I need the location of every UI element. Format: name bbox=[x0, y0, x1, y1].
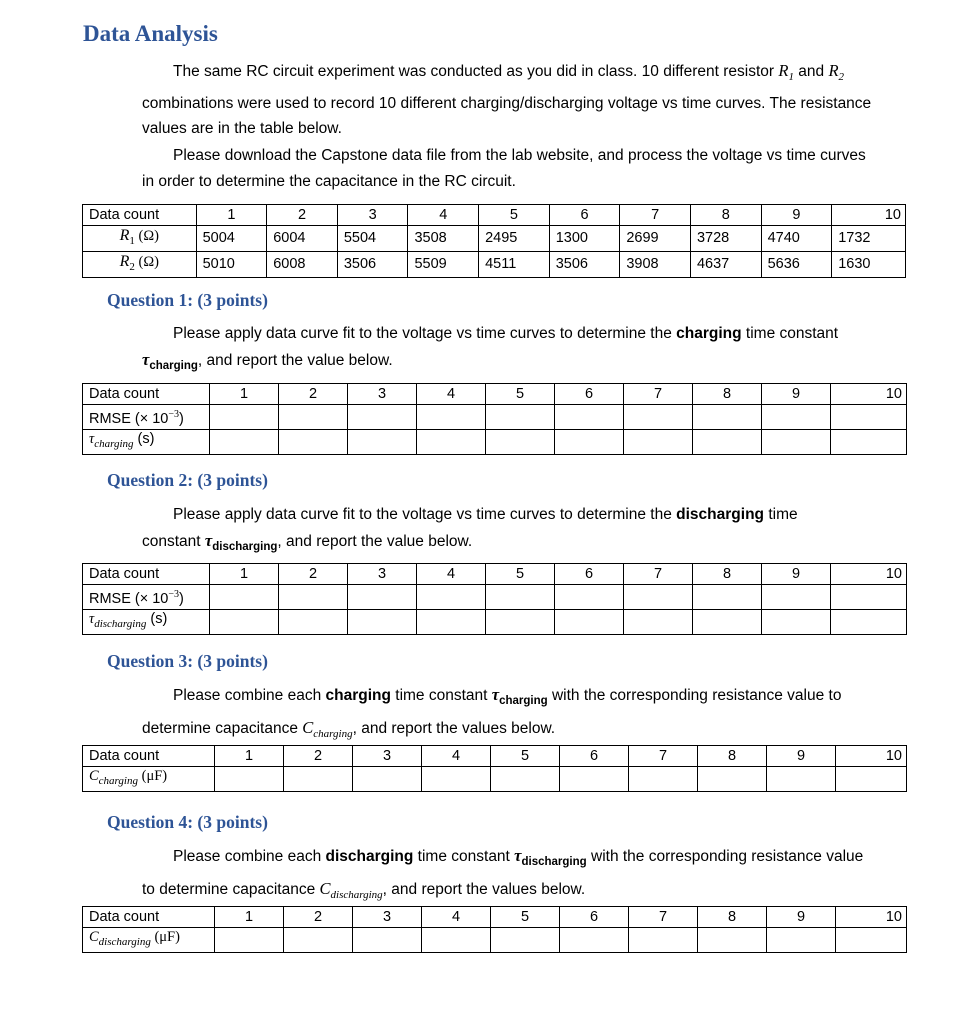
count-cell: 5 bbox=[491, 907, 560, 928]
count-cell: 7 bbox=[629, 907, 698, 928]
count-cell: 7 bbox=[629, 746, 698, 767]
row-label: RMSE (× $10^{-3}$) bbox=[83, 405, 210, 430]
answer-cell[interactable] bbox=[279, 429, 348, 454]
count-cell: 1 bbox=[196, 205, 267, 226]
answer-cell[interactable] bbox=[279, 609, 348, 634]
table-row bbox=[83, 251, 906, 277]
table-row bbox=[83, 405, 907, 430]
answer-cell[interactable] bbox=[762, 405, 831, 430]
row-label: RMSE (× $10^{-3}$) bbox=[83, 585, 210, 610]
answer-cell[interactable] bbox=[762, 585, 831, 610]
count-cell: 4 bbox=[417, 384, 486, 405]
count-cell: 8 bbox=[690, 205, 761, 226]
answer-cell[interactable] bbox=[762, 429, 831, 454]
answer-cell[interactable] bbox=[348, 585, 417, 610]
resistance-value: 5010 bbox=[196, 251, 267, 277]
count-cell: 4 bbox=[417, 564, 486, 585]
count-cell: 10 bbox=[836, 907, 907, 928]
count-cell: 10 bbox=[836, 746, 907, 767]
table-row bbox=[83, 767, 907, 792]
answer-cell[interactable] bbox=[555, 585, 624, 610]
count-cell: 3 bbox=[353, 907, 422, 928]
table-row bbox=[83, 609, 907, 634]
count-cell: 7 bbox=[620, 205, 691, 226]
resistance-value: 4637 bbox=[690, 251, 761, 277]
row-label: $C_{discharging}$ (μF) bbox=[83, 928, 215, 953]
table-row bbox=[83, 928, 907, 953]
answer-cell[interactable] bbox=[491, 928, 560, 953]
question-4-title: Question 4: (3 points) bbox=[107, 812, 268, 832]
answer-cell[interactable] bbox=[279, 405, 348, 430]
resistance-value: 6004 bbox=[267, 226, 338, 252]
r2-symbol: R bbox=[828, 61, 839, 80]
answer-cell[interactable] bbox=[560, 767, 629, 792]
answer-cell[interactable] bbox=[693, 429, 762, 454]
count-cell: 8 bbox=[693, 384, 762, 405]
resistance-value: 5509 bbox=[408, 251, 479, 277]
answer-cell[interactable] bbox=[353, 767, 422, 792]
table-row bbox=[83, 585, 907, 610]
answer-cell[interactable] bbox=[629, 767, 698, 792]
answer-cell[interactable] bbox=[624, 609, 693, 634]
question-3-title: Question 3: (3 points) bbox=[107, 651, 268, 671]
page-title: Data Analysis bbox=[83, 21, 218, 46]
row-label: $R_1$ (Ω) bbox=[83, 226, 197, 252]
question-3-text: Please combine each charging time constant $\tau_{charging}$ with the corresponding resistance value to determine capacitance $C_{charging}$, and report the values below. bbox=[142, 685, 842, 740]
answer-cell[interactable] bbox=[417, 429, 486, 454]
answer-cell[interactable] bbox=[279, 585, 348, 610]
count-cell: 9 bbox=[767, 907, 836, 928]
resistance-value: 3728 bbox=[690, 226, 761, 252]
table-row bbox=[83, 205, 906, 226]
count-cell: 7 bbox=[624, 564, 693, 585]
answer-cell[interactable] bbox=[284, 767, 353, 792]
r1-symbol: R bbox=[778, 61, 789, 80]
row-label: $C_{charging}$ (μF) bbox=[83, 767, 215, 792]
question-3-table bbox=[82, 745, 907, 792]
answer-cell[interactable] bbox=[210, 405, 279, 430]
resistance-value: 4740 bbox=[761, 226, 832, 252]
answer-cell[interactable] bbox=[422, 767, 491, 792]
count-cell: 8 bbox=[693, 564, 762, 585]
resistance-value: 3506 bbox=[549, 251, 620, 277]
answer-cell[interactable] bbox=[555, 609, 624, 634]
resistance-value: 2699 bbox=[620, 226, 691, 252]
resistance-value: 3508 bbox=[408, 226, 479, 252]
table-row bbox=[83, 907, 907, 928]
question-2-title: Question 2: (3 points) bbox=[107, 470, 268, 490]
resistance-value: 5004 bbox=[196, 226, 267, 252]
count-cell: 9 bbox=[762, 564, 831, 585]
count-cell: 9 bbox=[767, 746, 836, 767]
answer-cell[interactable] bbox=[215, 767, 284, 792]
row-label: $\tau_{discharging}$ (s) bbox=[83, 609, 210, 634]
table-row bbox=[83, 564, 907, 585]
resistance-value: 6008 bbox=[267, 251, 338, 277]
answer-cell[interactable] bbox=[831, 429, 907, 454]
count-cell: 5 bbox=[486, 384, 555, 405]
answer-cell[interactable] bbox=[210, 585, 279, 610]
answer-cell[interactable] bbox=[555, 405, 624, 430]
count-cell: 2 bbox=[279, 564, 348, 585]
count-cell: 6 bbox=[555, 384, 624, 405]
answer-cell[interactable] bbox=[836, 928, 907, 953]
count-cell: 10 bbox=[831, 564, 907, 585]
answer-cell[interactable] bbox=[210, 429, 279, 454]
answer-cell[interactable] bbox=[624, 405, 693, 430]
count-cell: 6 bbox=[549, 205, 620, 226]
answer-cell[interactable] bbox=[348, 609, 417, 634]
resistance-value: 4511 bbox=[479, 251, 550, 277]
row-label: Data count bbox=[83, 384, 210, 405]
question-1-table bbox=[82, 383, 907, 455]
answer-cell[interactable] bbox=[624, 585, 693, 610]
table-row bbox=[83, 384, 907, 405]
intro-paragraph-1: The same RC circuit experiment was conducted as you did in class. 10 different resistor $R_1$ and $R_2$ combinations were used to record 10 different charging/discharging voltage vs time curves. The resistance values are in the table below. bbox=[142, 61, 872, 138]
answer-cell[interactable] bbox=[624, 429, 693, 454]
answer-cell[interactable] bbox=[560, 928, 629, 953]
count-cell: 6 bbox=[555, 564, 624, 585]
count-cell: 8 bbox=[698, 907, 767, 928]
table-row bbox=[83, 429, 907, 454]
question-4-text: Please combine each discharging time constant $\tau_{discharging}$ with the corresponding resistance value to determine capacitance $C_{discharging}$, and report the values below. bbox=[142, 846, 864, 901]
row-label: $\tau_{charging}$ (s) bbox=[83, 429, 210, 454]
count-cell: 7 bbox=[624, 384, 693, 405]
intro-paragraph-2: Please download the Capstone data file from the lab website, and process the voltage vs time curves in order to determine the capacitance in the RC circuit. bbox=[142, 147, 866, 190]
answer-cell[interactable] bbox=[836, 767, 907, 792]
answer-cell[interactable] bbox=[831, 585, 907, 610]
count-cell: 1 bbox=[215, 907, 284, 928]
count-cell: 3 bbox=[348, 564, 417, 585]
answer-cell[interactable] bbox=[767, 928, 836, 953]
count-cell: 4 bbox=[422, 746, 491, 767]
answer-cell[interactable] bbox=[762, 609, 831, 634]
answer-cell[interactable] bbox=[348, 405, 417, 430]
count-cell: 9 bbox=[761, 205, 832, 226]
table-row bbox=[83, 746, 907, 767]
resistance-value: 2495 bbox=[479, 226, 550, 252]
count-cell: 3 bbox=[348, 384, 417, 405]
answer-cell[interactable] bbox=[486, 609, 555, 634]
question-1-title: Question 1: (3 points) bbox=[107, 290, 268, 310]
row-label: Data count bbox=[83, 564, 210, 585]
answer-cell[interactable] bbox=[767, 767, 836, 792]
count-cell: 2 bbox=[284, 907, 353, 928]
resistance-value: 3908 bbox=[620, 251, 691, 277]
count-cell: 10 bbox=[831, 384, 907, 405]
count-cell: 9 bbox=[762, 384, 831, 405]
count-cell: 5 bbox=[491, 746, 560, 767]
row-label: Data count bbox=[83, 907, 215, 928]
count-cell: 5 bbox=[486, 564, 555, 585]
answer-cell[interactable] bbox=[348, 429, 417, 454]
answer-cell[interactable] bbox=[417, 405, 486, 430]
answer-cell[interactable] bbox=[555, 429, 624, 454]
question-1-text: Please apply data curve fit to the voltage vs time curves to determine the charging time constant $\tau_{charging}$, and report the value below. bbox=[142, 325, 839, 372]
question-2-text: Please apply data curve fit to the voltage vs time curves to determine the discharging time constant $\tau_{discharging}$, and report the value below. bbox=[142, 506, 798, 553]
count-cell: 2 bbox=[279, 384, 348, 405]
count-cell: 4 bbox=[422, 907, 491, 928]
table-row bbox=[83, 226, 906, 252]
count-cell: 5 bbox=[479, 205, 550, 226]
question-4-table bbox=[82, 906, 907, 953]
count-cell: 3 bbox=[353, 746, 422, 767]
answer-cell[interactable] bbox=[486, 429, 555, 454]
row-label: $R_2$ (Ω) bbox=[83, 251, 197, 277]
answer-cell[interactable] bbox=[831, 609, 907, 634]
resistance-value: 5504 bbox=[337, 226, 408, 252]
answer-cell[interactable] bbox=[629, 928, 698, 953]
answer-cell[interactable] bbox=[417, 585, 486, 610]
answer-cell[interactable] bbox=[486, 585, 555, 610]
answer-cell[interactable] bbox=[693, 609, 762, 634]
answer-cell[interactable] bbox=[215, 928, 284, 953]
answer-cell[interactable] bbox=[693, 405, 762, 430]
answer-cell[interactable] bbox=[486, 405, 555, 430]
count-cell: 6 bbox=[560, 907, 629, 928]
answer-cell[interactable] bbox=[422, 928, 491, 953]
count-cell: 3 bbox=[337, 205, 408, 226]
row-label: Data count bbox=[83, 746, 215, 767]
answer-cell[interactable] bbox=[698, 767, 767, 792]
resistance-value: 1300 bbox=[549, 226, 620, 252]
answer-cell[interactable] bbox=[210, 609, 279, 634]
answer-cell[interactable] bbox=[284, 928, 353, 953]
answer-cell[interactable] bbox=[417, 609, 486, 634]
resistance-table bbox=[82, 204, 906, 278]
count-cell: 2 bbox=[267, 205, 338, 226]
question-2-table bbox=[82, 563, 907, 635]
answer-cell[interactable] bbox=[698, 928, 767, 953]
answer-cell[interactable] bbox=[693, 585, 762, 610]
resistance-value: 1630 bbox=[832, 251, 906, 277]
row-label: Data count bbox=[83, 205, 197, 226]
count-cell: 10 bbox=[832, 205, 906, 226]
resistance-value: 5636 bbox=[761, 251, 832, 277]
count-cell: 6 bbox=[560, 746, 629, 767]
count-cell: 1 bbox=[210, 564, 279, 585]
answer-cell[interactable] bbox=[831, 405, 907, 430]
count-cell: 8 bbox=[698, 746, 767, 767]
count-cell: 4 bbox=[408, 205, 479, 226]
answer-cell[interactable] bbox=[491, 767, 560, 792]
count-cell: 1 bbox=[215, 746, 284, 767]
answer-cell[interactable] bbox=[353, 928, 422, 953]
count-cell: 2 bbox=[284, 746, 353, 767]
resistance-value: 1732 bbox=[832, 226, 906, 252]
resistance-value: 3506 bbox=[337, 251, 408, 277]
count-cell: 1 bbox=[210, 384, 279, 405]
